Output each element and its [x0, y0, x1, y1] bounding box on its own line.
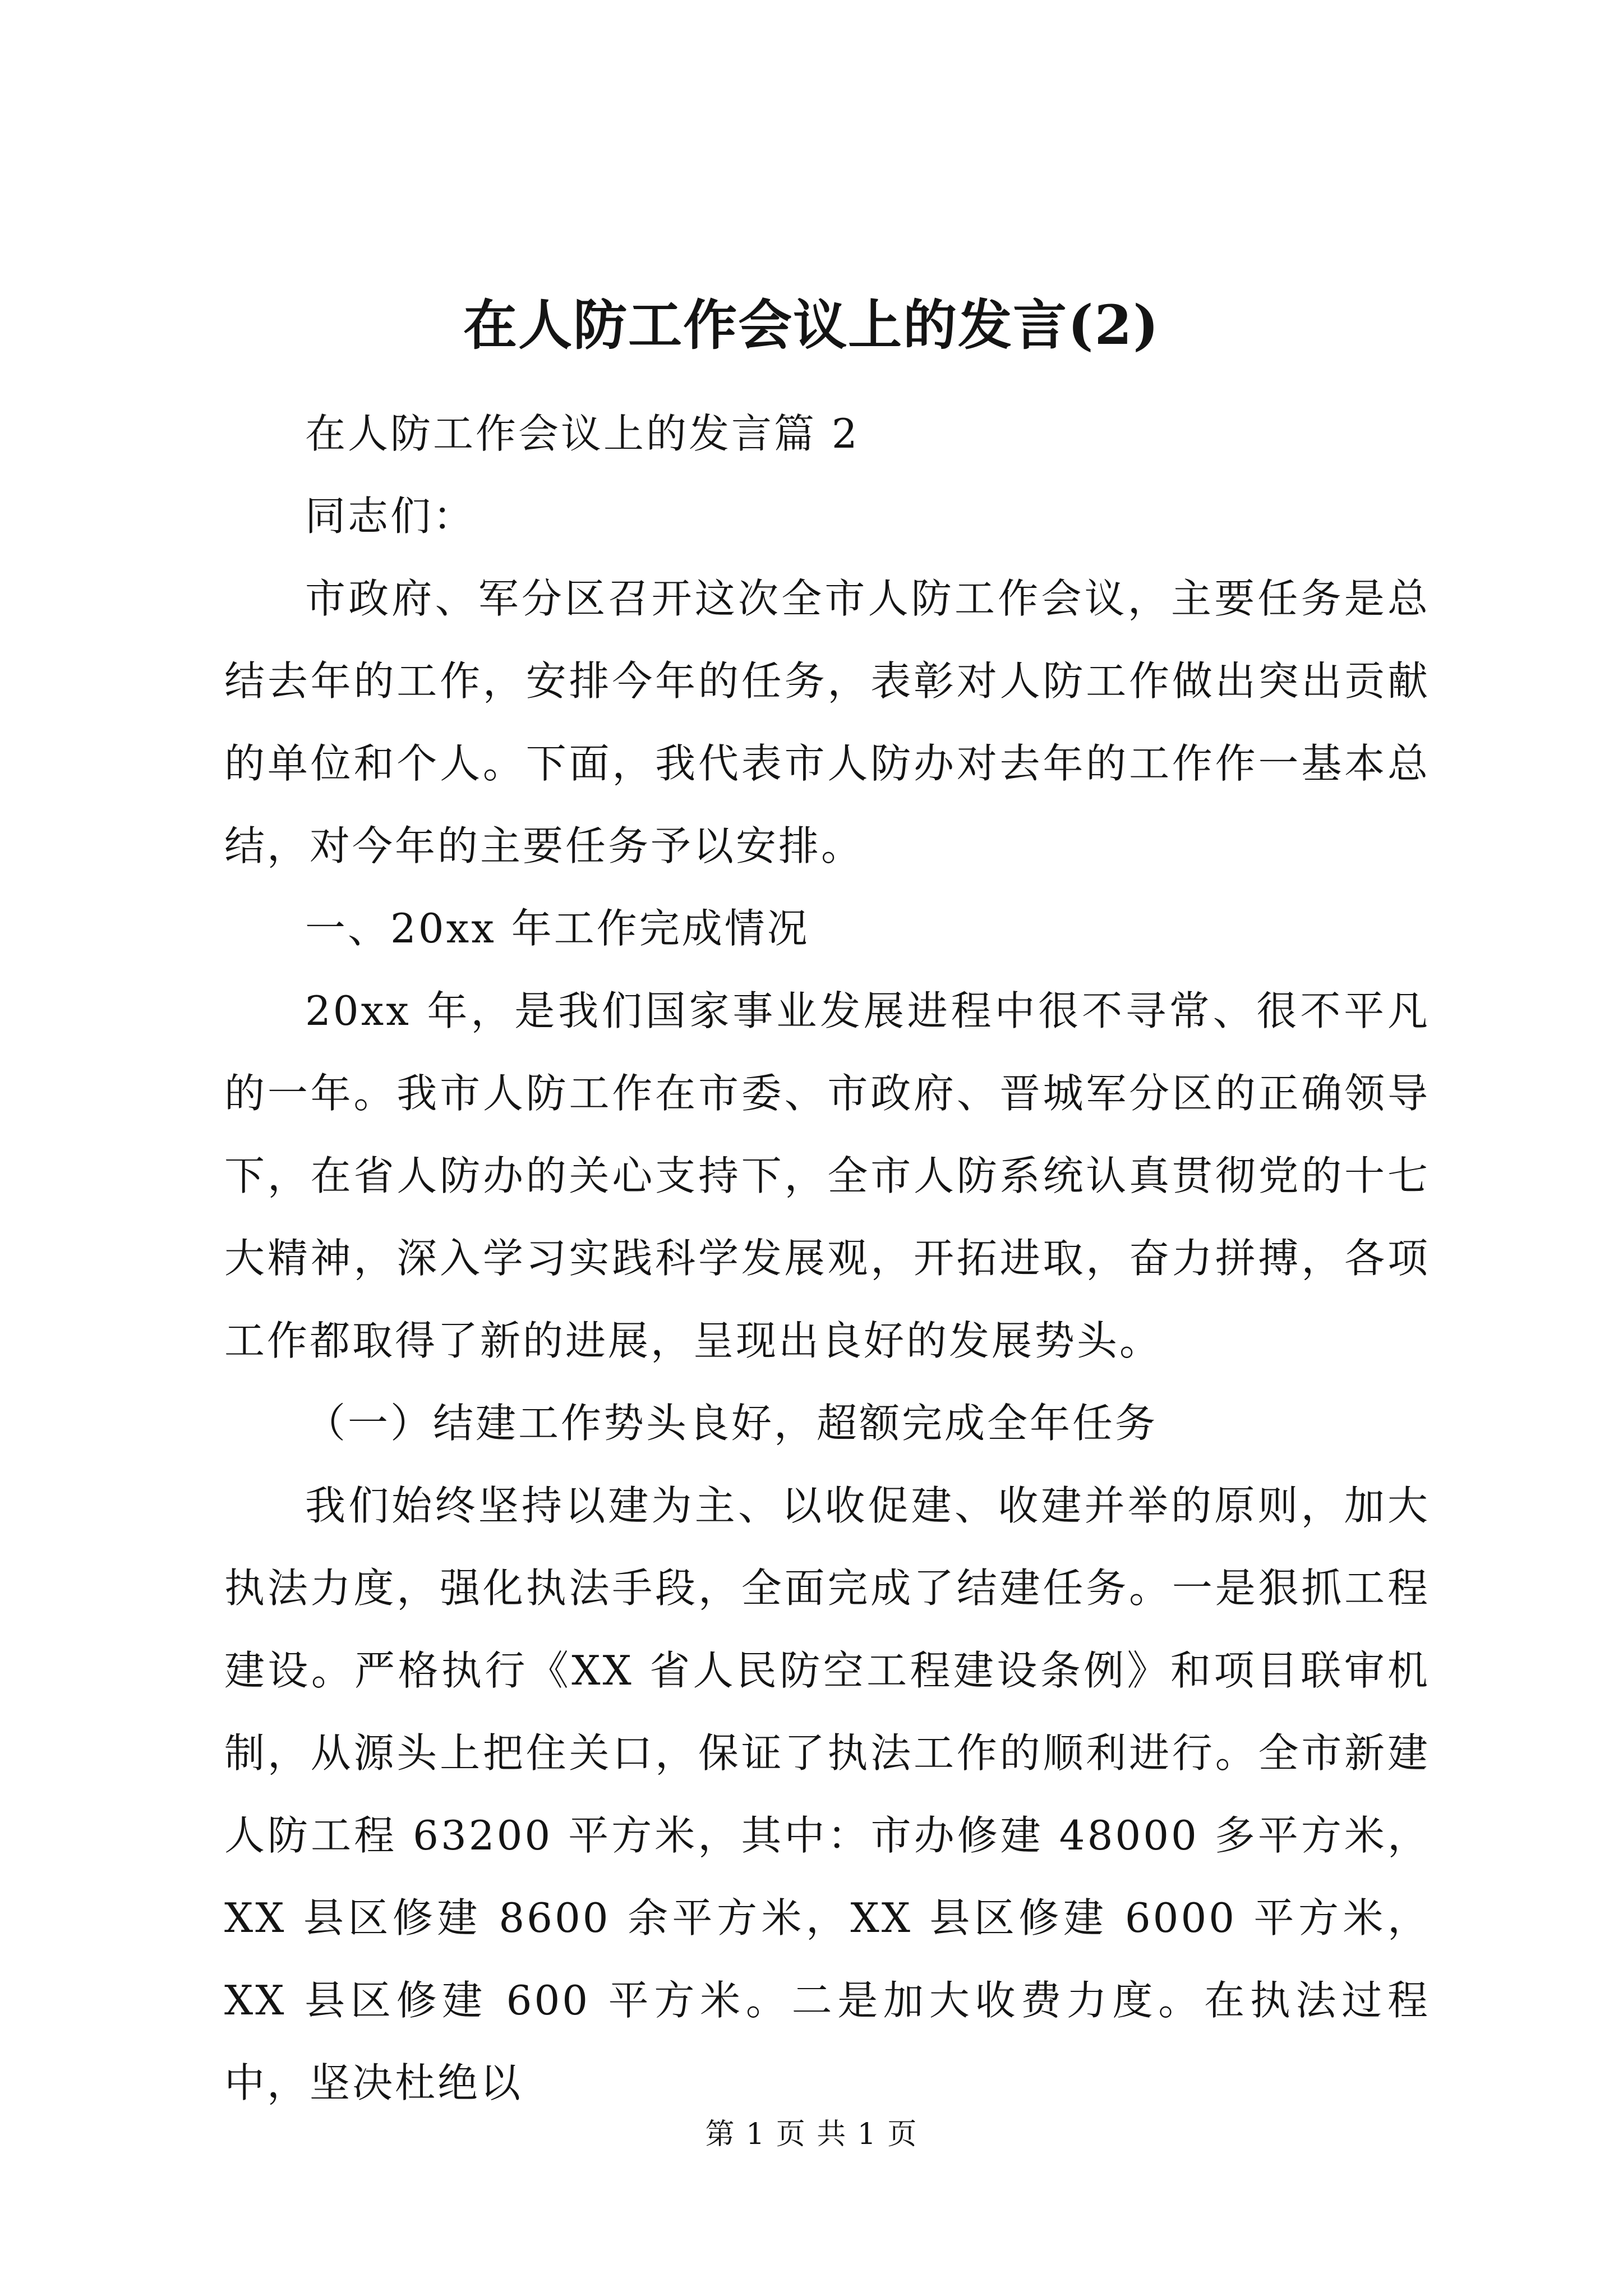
section-paragraph: 20xx 年，是我们国家事业发展进程中很不寻常、很不平凡的一年。我市人防工作在市委、市政府、晋城军分区的正确领导下，在省人防办的关心支持下，全市人防系统认真贯彻党的十七大精神，深入学习实践科学发展观，开拓进取，奋力拼搏，各项工作都取得了新的进展，呈现出良好的发展势头。: [224, 987, 1430, 1364]
document-subtitle: 在人防工作会议上的发言篇 2: [305, 410, 860, 457]
subsection-heading: （一）结建工作势头良好，超额完成全年任务: [305, 1400, 1158, 1447]
document-title: 在人防工作会议上的发言(2): [463, 293, 1160, 357]
document-body: [224, 393, 1430, 2124]
salutation: 同志们：: [305, 493, 476, 540]
page-number-footer: 第 1 页 共 1 页: [705, 2118, 918, 2151]
section-heading: 一、20xx 年工作完成情况: [305, 905, 810, 952]
subsection-paragraph: 我们始终坚持以建为主、以收促建、收建并举的原则，加大执法力度，强化执法手段，全面完成了结建任务。一是狠抓工程建设。严格执行《XX 省人民防空工程建设条例》和项目联审机制，从源头上把住关口，保证了执法工作的顺利进行。全市新建人防工程 63200 平方米，其中：市办修建 48000 多平方米，XX 县区修建 8600 余平方米，XX 县区修建 6000 平方米，XX 县区修建 600 平方米。二是加大收费力度。在执法过程中，坚决杜绝以: [224, 1482, 1430, 2106]
intro-paragraph: 市政府、军分区召开这次全市人防工作会议，主要任务是总结去年的工作，安排今年的任务，表彰对人防工作做出突出贡献的单位和个人。下面，我代表市人防办对去年的工作作一基本总结，对今年的主要任务予以安排。: [224, 575, 1430, 869]
